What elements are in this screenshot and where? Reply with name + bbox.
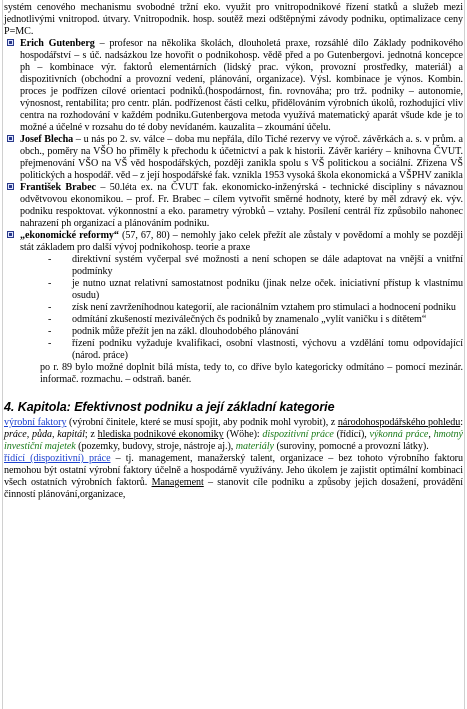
dash-item-text: podnik může přežít jen na zákl. dlouhodobého plánování xyxy=(72,326,299,337)
dash-marker: - xyxy=(48,326,52,337)
bullet-text: – profesor na několika školách, dlouholetá praxe, rozsáhlé dílo Základy podnikového hospodářství – s úč. nadsázkou lze hovořit o podnikohosp. vědě před a po Gutenbergovi. jednotná koncepce ph – kombinace výr. faktorů elementárních (lidský prac. výkon, provozní prostředky, materiál) a dispozitivních (obchodní a provozní vedení, plánování, organizace). Výsl. kombinace je výnos. Kombin. proces je podřízen cílové orientaci podniků.(hospodárnost, fin. rovnováha; pro trž. podniky – autonomie, výnosnost, rentabilita; pro centr. plán. podřízenost části celku, přidělováním výrobních úkolů, rozhodující vliv centra na rozhodování v každém podniku.Gutenbergova metoda využívá matematický aparát všude kde je to možné a účelné v rozsahu do té doby nevídaném. kauzalita – zkoumání účelu. xyxy=(20,38,463,133)
dash-marker: - xyxy=(48,302,52,313)
bullet-name: František Brabec xyxy=(20,182,96,193)
green-term: materiály xyxy=(235,441,274,452)
link-vyrobni-faktory[interactable]: výrobní faktory xyxy=(4,417,67,428)
dash-item-text: získ není zavrženíhodnou kategorií, ale racionálním vztahem pro stimulaci a hodnocení podniku xyxy=(72,302,456,313)
bullet-reformy xyxy=(4,230,463,254)
bullet-text: (57, 67, 80) – nemohly jako celek přežít ale zůstaly v povědomí a mohly se později stát základem pro další vývoj podnikohosp. teorie a praxe xyxy=(20,230,464,253)
dash-marker: - xyxy=(48,314,52,325)
dash-item xyxy=(4,338,463,362)
bullet-name: Josef Blecha xyxy=(20,134,74,145)
italic-term: práce, půda, kapitál xyxy=(4,429,85,440)
dash-item xyxy=(4,326,463,338)
bullet-blecha xyxy=(4,134,463,182)
dash-marker: - xyxy=(48,338,52,349)
bullet-icon xyxy=(4,39,16,49)
bullet-text: – 50.léta ex. na ČVUT fak. ekonomicko-inženýrská - technické discipliny s návaznou odvětvovou ekonomikou. – prof. Fr. Brabec – cílem vytvořit směrné hodnoty, které by měl zdravý ek. výv. podniku respoktovat. výkonnostní a eko. parametry výrobků – vztahy. Posílení centrál říz způsobilo nahonec nahrazení ph organizací a plánováním podniku. xyxy=(20,182,463,229)
bullet-gutenberg xyxy=(4,38,463,134)
dash-item-text: odmítání zkušeností meziválečných čs podniků by znamenalo „vylít vaničku i s dítětem“ xyxy=(72,314,427,325)
bullet-name: Erich Gutenberg xyxy=(20,38,95,49)
chapter-paragraph-factors: výrobní faktory (výrobní činitele, které se musí spojit, aby podnik mohl vyrobit), z národohospodářského pohledu: práce, půda, kapitál; z hlediska podnikové ekonomiky (Wöhe): dispozitivní práce (řídící), výkonná práce, hmotný investiční majetek (pozemky, budovy, stroje, nástroje aj.), materiály (suroviny, pomocné a provozní látky). xyxy=(4,417,463,452)
dash-item xyxy=(4,302,463,314)
bullet-text: – u nás po 2. sv. válce – doba mu nepřála, dílo Tiché rezervy ve výroč. závěrkách a. s. v prům. a obch., poměry na VŠO ho přiměly k přechodu k účetnictví a pak k historii. Závěr kariéry – knihovna ČVUT. přejmenování VŠO na VŠ věd hospodářských, později zanikla spolu s VŠ politickou a sociální. Zřízena VŠ politických a hospodář. věd – z její hospodářské fak. vznikla 1953 vysoká škola ekonomická a VŠPHV zanikla xyxy=(20,134,463,181)
bullet-icon xyxy=(4,135,16,145)
intro-paragraph: systém cenového mechanismu svobodné tržní eko. využit pro vnitropodnikové řízení statků a služeb mezi jednotlivými vnitropod. útvary. Vnitropodnik. hosp. soutěž mezi odštěpnými závody podniku, optimalizace ceny P=MC. xyxy=(4,2,463,37)
dash-item xyxy=(4,278,463,302)
dash-item-text: direktivní systém vyčerpal své možnosti a není schopen se dále adaptovat na vnější a vnitřní podmínky xyxy=(72,254,463,277)
green-term: výkonná práce xyxy=(369,429,429,440)
chapter-paragraph-management: řídící (dispozitivní) práce – tj. management, manažerský talent, organizace – bez tohoto výrobního faktoru nemohou být ostatní výrobní faktory účelně a hospodárně využívány. Jeho úkolem je zajistit optimální kombinaci všech ostatních výrobních faktorů. Management – stanovit cíle podniku a způsoby jejich dosažení, provádění činností plánování,organizace, xyxy=(4,453,463,500)
bullet-brabec xyxy=(4,182,463,230)
chapter-heading: 4. Kapitola: Efektivnost podniku a její základní kategorie xyxy=(4,400,335,414)
dash-item xyxy=(4,314,463,326)
link-ridici-prace[interactable]: řídící (dispozitivní) práce xyxy=(4,453,111,464)
underlined-term: hlediska podnikové ekonomiky xyxy=(97,429,224,440)
underlined-term: Management xyxy=(151,477,204,488)
dash-marker: - xyxy=(48,278,52,289)
underlined-term: národohospodářského pohledu xyxy=(337,417,461,428)
dash-item-text: je nutno uznat relativní samostatnost podniku (jinak nelze oček. iniciativní přístup k vlastnímu osudu) xyxy=(72,278,463,301)
bullet-icon xyxy=(4,183,16,193)
bullet-name: „ekonomické reformy“ xyxy=(20,230,119,241)
bullet-icon xyxy=(4,231,16,241)
closing-paragraph: po r. 89 bylo možné doplnit bílá místa, tedy to, co dříve bylo kategoricky odmítáno – pomocí mezinár. informač. rozmachu. – odstraň. banér. xyxy=(40,362,463,385)
dash-item-text: řízení podniku vyžaduje kvalifikaci, osobní vlastnosti, výchovu a vzdělání tomu odpovídající (národ. práce) xyxy=(72,338,463,361)
dash-marker: - xyxy=(48,254,52,265)
dash-item xyxy=(4,254,463,278)
green-term: dispozitivní práce xyxy=(262,429,334,440)
green-term: hmotný investiční majetek xyxy=(4,429,463,452)
